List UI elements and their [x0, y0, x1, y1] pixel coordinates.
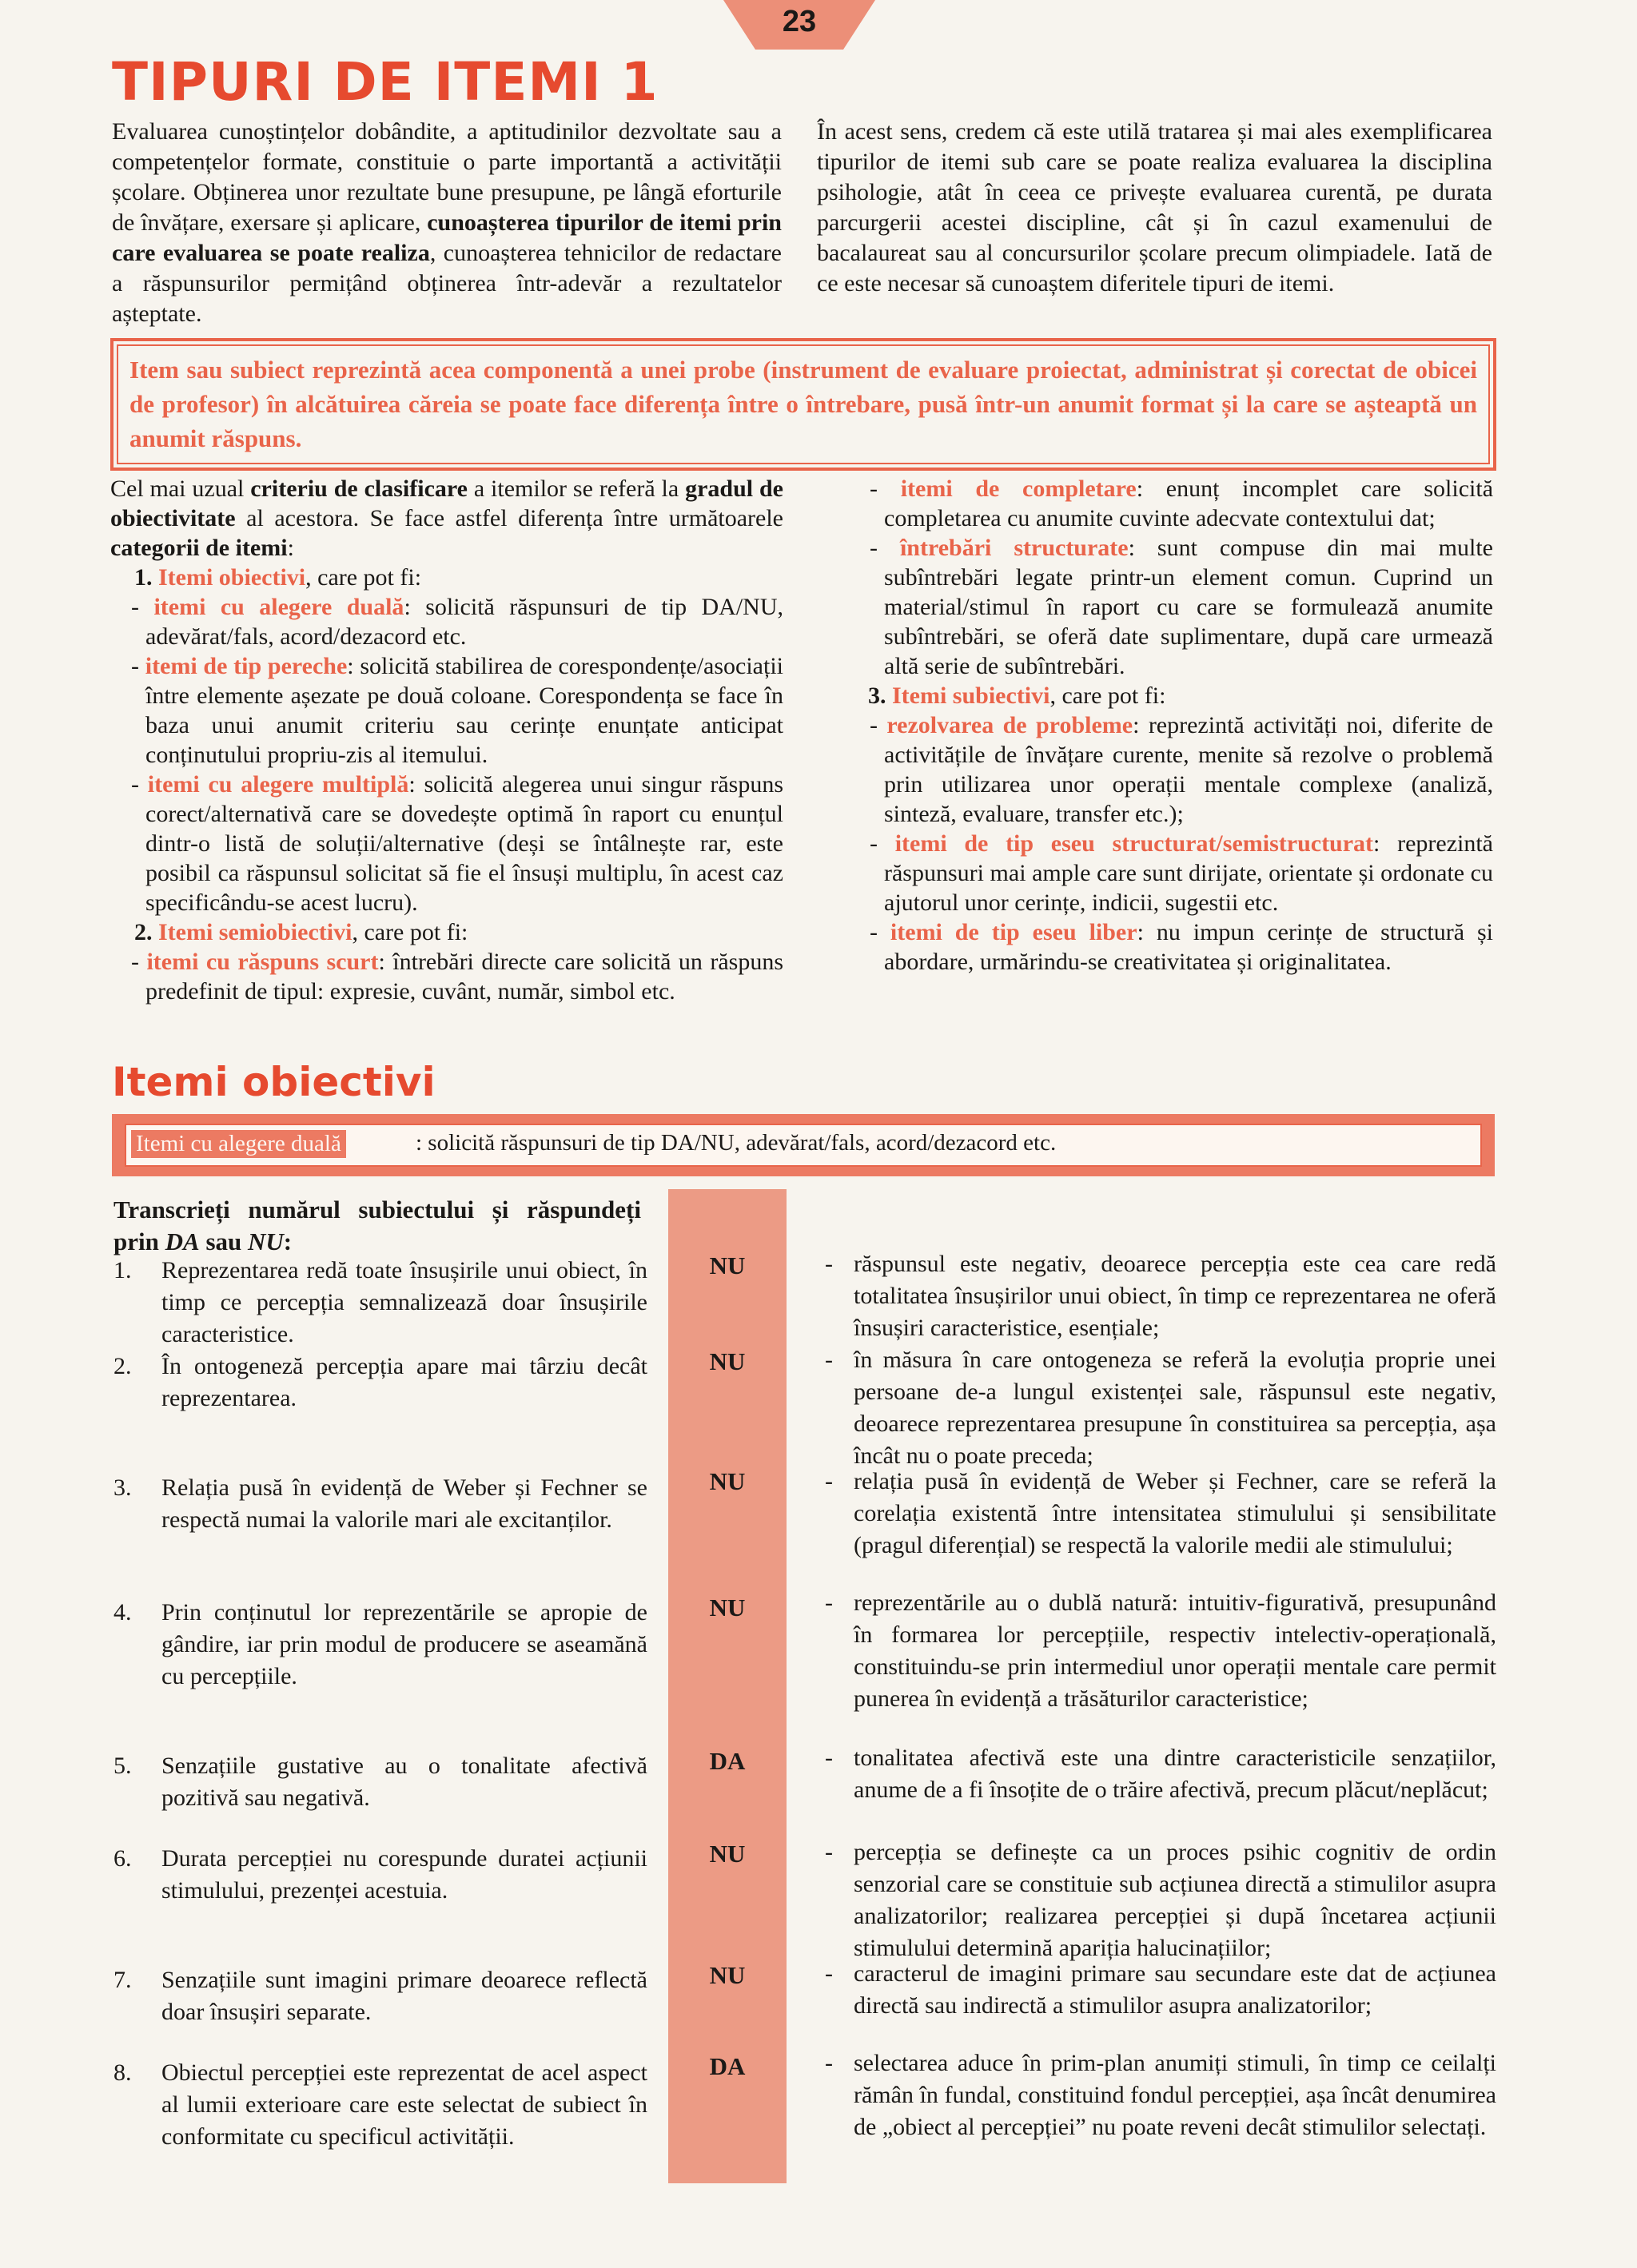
explanation-text: caracterul de imagini primare sau secundare este dat de acțiunea directă sau indirectă a stimulilor asupra analizatorilor;	[854, 1960, 1496, 2019]
item-text: : reprezintă activități noi, diferite de activitățile de învățare curente, menite să rezolve o problemă prin utilizarea unor operații mentale complexe (analiză, sinteză, evaluare, transfer etc.);	[884, 712, 1493, 827]
classification-lead	[110, 474, 783, 563]
question-text: Prin conținutul lor reprezentările se apropie de gândire, iar prin modul de producere se aseamănă cu percepțiile.	[161, 1599, 647, 1689]
group-number: 1.	[134, 564, 153, 591]
item-label: itemi de tip eseu liber	[890, 919, 1137, 945]
explanation-text: în măsura în care ontogeneza se referă la evoluția proprie unei persoane de-a lungul existenței sale, răspunsul este negativ, deoarece reprezentarea presupune în constituirea sa percepția, așa încât nu o poate preceda;	[854, 1347, 1496, 1469]
question-text: Relația pusă în evidență de Weber și Fechner se respectă numai la valorile mari ale excitanților.	[161, 1474, 647, 1533]
list-item	[110, 592, 783, 651]
list-item	[868, 829, 1493, 917]
explanation	[825, 1587, 1496, 1715]
lead-bold: gradul de obiectivitate	[110, 475, 783, 531]
answer-column	[668, 1189, 787, 2183]
list-item	[868, 533, 1493, 681]
dash: -	[825, 2050, 833, 2076]
dash: -	[131, 771, 139, 798]
question-number: 5.	[114, 1753, 132, 1779]
dash: -	[131, 949, 139, 975]
instruction-text: Transcrieți numărul subiectului și răspundeți prin	[114, 1196, 641, 1255]
band-tag: Itemi cu alegere duală	[131, 1130, 346, 1158]
lead-text: :	[287, 535, 294, 561]
explanation	[825, 1344, 1496, 1472]
dash: -	[825, 1745, 833, 1771]
section-heading: Itemi obiectivi	[112, 1059, 436, 1105]
list-item	[868, 474, 1493, 533]
list-item	[110, 770, 783, 917]
question-number: 2.	[114, 1353, 132, 1379]
list-item	[868, 710, 1493, 829]
item-label: itemi de tip eseu structurat/semistructurat	[894, 830, 1374, 857]
classification-left-column	[110, 474, 783, 1006]
question-number: 8.	[114, 2059, 132, 2086]
answer-label: DA	[709, 1747, 746, 1775]
item-text: : solicită alegerea unui singur răspuns corect/alternativă care se dovedește optimă în raport cu enunțul dintr-o listă de soluții/alternative (deși se întâlnește rar, este posibil ca răspunsul solicitat să fie el însuși multiplu, în acest caz specificându-se acest lucru).	[145, 771, 783, 916]
definition-box	[110, 338, 1496, 471]
explanation	[825, 1248, 1496, 1344]
explanation-text: selectarea aduce în prim-plan anumiți stimuli, în timp ce ceilalți rămân în fundal, constituind fondul percepției, așa încât denumirea de „obiect al percepției” nu poate reveni decât stimulilor selectați.	[854, 2050, 1496, 2140]
explanation-text: răspunsul este negativ, deoarece percepția este cea care redă totalitatea însușirilor unui obiect, în timp ce reprezentarea ne oferă însușiri caracteristice, esențiale;	[854, 1251, 1496, 1341]
question-text: Reprezentarea redă toate însușirile unui obiect, în timp ce percepția semnalizează doar însușirile caracteristice.	[161, 1257, 647, 1347]
item-label: itemi cu alegere duală	[153, 594, 404, 620]
item-text: : reprezintă răspunsuri mai ample care sunt dirijate, orientate și ordonate cu ajutorul unor cerințe, indicii, sugestii etc.	[884, 830, 1493, 916]
group-number: 2.	[134, 919, 153, 945]
instruction-text: sau	[199, 1228, 248, 1255]
dash: -	[131, 594, 139, 620]
dash: -	[825, 1590, 833, 1616]
dash: -	[825, 1960, 833, 1987]
intro-left-paragraph	[112, 117, 782, 329]
question-text: Durata percepției nu corespunde duratei acțiunii stimulului, prezenței acestuia.	[161, 1845, 647, 1904]
question-number: 6.	[114, 1845, 132, 1872]
intro-text-2: , cunoașterea tehnicilor de redactare a răspunsurilor permițând obținerea într-adevăr a rezultatelor așteptate.	[112, 240, 782, 327]
group-1-heading	[110, 563, 783, 592]
question-item	[114, 1597, 647, 1693]
band-description: : solicită răspunsuri de tip DA/NU, adevărat/fals, acord/dezacord etc.	[416, 1130, 1057, 1156]
dash: -	[870, 535, 878, 561]
instruction-text: :	[283, 1228, 293, 1255]
group-number: 3.	[868, 682, 886, 709]
answer-label: NU	[709, 1467, 746, 1495]
group-suffix: , care pot fi:	[1050, 682, 1166, 709]
question-item	[114, 1750, 647, 1814]
explanation	[825, 2047, 1496, 2143]
group-suffix: , care pot fi:	[352, 919, 468, 945]
lead-bold: categorii de itemi	[110, 535, 288, 561]
answer-label: NU	[709, 1347, 746, 1375]
question-item	[114, 1351, 647, 1415]
dash: -	[870, 919, 878, 945]
group-suffix: , care pot fi:	[305, 564, 422, 591]
group-label: Itemi subiectivi	[892, 682, 1050, 709]
question-text: Senzațiile sunt imagini primare deoarece reflectă doar însușiri separate.	[161, 1967, 647, 2025]
lead-text: Cel mai uzual	[110, 475, 251, 502]
question-item	[114, 1472, 647, 1536]
page-number: 23	[782, 5, 817, 38]
instruction-emph: NU	[248, 1228, 284, 1255]
group-label: Itemi obiectivi	[158, 564, 306, 591]
question-number: 1.	[114, 1257, 132, 1283]
intro-text-1: Evaluarea cunoștințelor dobândite, a aptitudinilor dezvoltate sau a competențelor formate, constituie o parte importantă a activității școlare. Obținerea unor rezultate bune presupune, pe lângă eforturile de învățare, exersare și aplicare,	[112, 118, 782, 236]
answer-label: NU	[709, 1251, 746, 1279]
question-number: 7.	[114, 1967, 132, 1993]
item-label: întrebări structurate	[899, 535, 1129, 561]
instruction-emph: DA	[165, 1228, 200, 1255]
explanation	[825, 1958, 1496, 2022]
question-item	[114, 2057, 647, 2153]
explanation-text: relația pusă în evidență de Weber și Fechner, care se referă la corelația existentă între intensitatea stimulului și sensibilitate (pragul diferențial) se respectă la valorile medii ale stimulului;	[854, 1468, 1496, 1558]
item-label: itemi de tip pereche	[145, 653, 348, 679]
page-title: TIPURI DE ITEMI 1	[112, 51, 659, 113]
explanation	[825, 1466, 1496, 1562]
dash: -	[870, 712, 878, 738]
dash: -	[870, 475, 878, 502]
explanation-text: reprezentările au o dublă natură: intuitiv-figurativă, presupunând în formarea lor percepțiile, respectiv intelectiv-operațională, constituindu-se prin intermediul unor operații mentale care permit punerea în evidență a trăsăturilor caracteristice;	[854, 1590, 1496, 1712]
explanation-text: tonalitatea afectivă este una dintre caracteristicile senzațiilor, anume de a fi însoțite de o trăire afectivă, precum plăcut/neplăcut;	[854, 1745, 1496, 1803]
question-item	[114, 1964, 647, 2028]
intro-right-paragraph: În acest sens, credem că este utilă tratarea și mai ales exemplificarea tipurilor de itemi sub care se poate realiza evaluarea la disciplina psihologie, atât în ceea ce privește evaluarea curentă, pe durata parcurgerii acestei discipline, cât și în cazul examenului de bacalaureat sau al concursurilor școlare precum olimpiadele. Iată de ce este necesar să cunoaștem diferitele tipuri de itemi.	[817, 118, 1492, 296]
item-text: : solicită răspunsuri de tip DA/NU, adevărat/fals, acord/dezacord etc.	[145, 594, 783, 650]
item-label: itemi cu răspuns scurt	[146, 949, 379, 975]
item-label: itemi cu alegere multiplă	[147, 771, 409, 798]
exercise-instruction	[114, 1194, 641, 1258]
question-item	[114, 1255, 647, 1351]
lead-bold: criteriu de clasificare	[250, 475, 468, 502]
item-text: : enunț incomplet care solicită completarea cu anumite cuvinte adecvate contextului dat;	[884, 475, 1494, 531]
item-text: : solicită stabilirea de corespondențe/asociații între elemente așezate pe două coloane. Corespondența se face în baza unui anumit criteriu sau cerințe enunțate anticipat conținutului propriu-zis al itemului.	[145, 653, 783, 768]
answer-label: DA	[709, 2052, 746, 2080]
question-text: În ontogeneză percepția apare mai târziu decât reprezentarea.	[161, 1353, 647, 1411]
explanation	[825, 1742, 1496, 1806]
band-frame	[125, 1124, 1482, 1167]
group-2-heading	[110, 917, 783, 947]
item-label: rezolvarea de probleme	[886, 712, 1133, 738]
list-item	[110, 651, 783, 770]
dash: -	[825, 1251, 833, 1277]
intro-bold: cunoașterea tipurilor de itemi prin care evaluarea se poate realiza	[112, 209, 782, 266]
question-number: 3.	[114, 1474, 132, 1501]
lead-text: al acestora. Se face astfel diferența între următoarele	[235, 505, 783, 531]
list-item	[868, 917, 1493, 977]
item-type-band	[112, 1114, 1495, 1176]
dash: -	[825, 1839, 833, 1865]
answer-label: NU	[709, 1594, 746, 1621]
question-number: 4.	[114, 1599, 132, 1625]
question-item	[114, 1843, 647, 1907]
group-label: Itemi semiobiectivi	[158, 919, 352, 945]
question-text: Senzațiile gustative au o tonalitate afectivă pozitivă sau negativă.	[161, 1753, 647, 1811]
item-label: itemi de completare	[900, 475, 1137, 502]
item-text: : nu impun cerințe de structură și abordare, urmărindu-se creativitatea și originalitatea.	[884, 919, 1493, 975]
explanation	[825, 1836, 1496, 1964]
answer-label: NU	[709, 1840, 746, 1868]
list-item	[110, 947, 783, 1006]
group-3-heading	[868, 681, 1493, 710]
definition-text: Item sau subiect reprezintă acea componentă a unei probe (instrument de evaluare proiectat, administrat și corectat de obicei de profesor) în alcătuirea căreia se poate face diferența între o întrebare, pusă într-un anumit format și la care se așteaptă un anumit răspuns.	[117, 344, 1490, 464]
classification-right-column	[868, 474, 1493, 977]
dash: -	[870, 830, 878, 857]
explanation-text: percepția se definește ca un proces psihic cognitiv de ordin senzorial care se constituie sub acțiunea directă a stimulilor asupra analizatorilor; realizarea percepției și după încetarea acțiunii stimulului determină apariția halucinațiilor;	[854, 1839, 1496, 1961]
dash: -	[131, 653, 139, 679]
answer-label: NU	[709, 1961, 746, 1989]
question-text: Obiectul percepției este reprezentat de acel aspect al lumii exterioare care este selectat de subiect în conformitate cu specificul activității.	[161, 2059, 647, 2150]
dash: -	[825, 1347, 833, 1373]
dash: -	[825, 1468, 833, 1494]
lead-text: a itemilor se referă la	[467, 475, 686, 502]
item-text: : întrebări directe care solicită un răspuns predefinit de tipul: expresie, cuvânt, număr, simbol etc.	[145, 949, 783, 1005]
item-text: : sunt compuse din mai multe subîntrebări legate printr-un element comun. Cuprind un material/stimul în raport cu care se formulează anumite subîntrebări, se oferă date suplimentare, după care urmează altă serie de subîntrebări.	[884, 535, 1493, 679]
